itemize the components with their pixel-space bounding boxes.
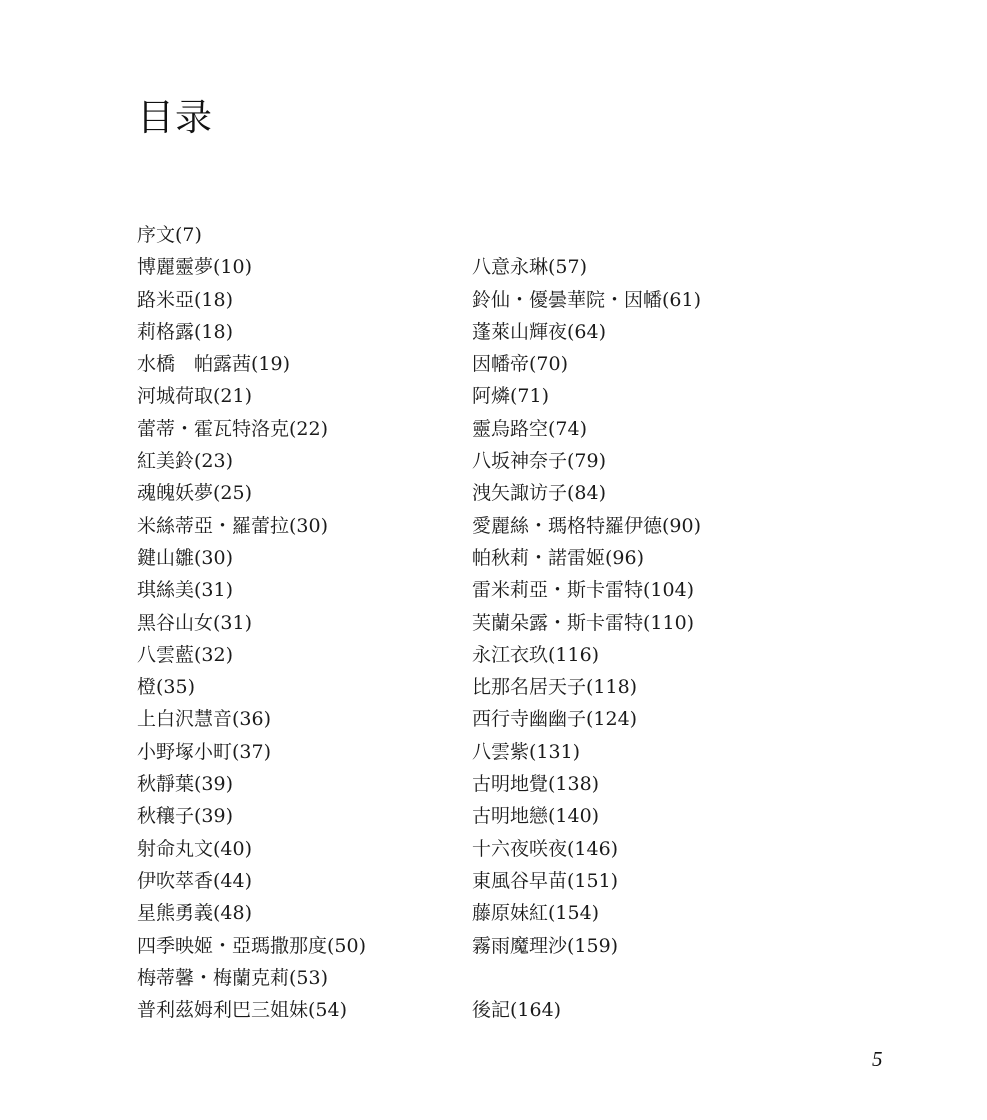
toc-entry: 八坂神奈子(79): [472, 450, 607, 473]
toc-entry: 米絲蒂亞・羅蕾拉(30): [137, 514, 329, 537]
toc-entry: 永江衣玖(116): [472, 643, 600, 666]
toc-entry: 愛麗絲・瑪格特羅伊德(90): [472, 514, 702, 537]
toc-entry: 秋穰子(39): [137, 805, 234, 828]
page-number: 5: [872, 1047, 883, 1071]
toc-entry: 橙(35): [137, 676, 196, 699]
toc-entry: 梅蒂馨・梅蘭克莉(53): [137, 966, 329, 989]
toc-entry: 蓬萊山輝夜(64): [472, 320, 607, 343]
toc-left-column: [137, 219, 366, 1026]
toc-entry: 序文(7): [137, 224, 202, 246]
toc-entry: 秋靜葉(39): [137, 773, 234, 796]
toc-entry: 八雲藍(32): [137, 643, 234, 666]
toc-entry: 八雲紫(131): [472, 740, 581, 763]
toc-entry: 星熊勇義(48): [137, 902, 253, 925]
toc-entry: 十六夜咲夜(146): [472, 837, 619, 860]
toc-entry: 河城荷取(21): [137, 385, 253, 408]
toc-entry: 路米亞(18): [137, 288, 234, 311]
page-title: 目录: [137, 96, 213, 139]
toc-entry: 鈴仙・優曇華院・因幡(61): [472, 288, 702, 311]
toc-entry-last: 後記(164): [472, 999, 562, 1022]
toc-entry: 阿燐(71): [472, 385, 550, 408]
toc-entry: 小野塚小町(37): [137, 740, 272, 763]
toc-entry: 四季映姬・亞瑪撒那度(50): [137, 934, 367, 957]
toc-entry: 蕾蒂・霍瓦特洛克(22): [137, 417, 329, 440]
toc-entry: 水橋 帕露茜(19): [137, 353, 291, 376]
toc-right-column: [472, 219, 701, 1026]
toc-entry: 因幡帝(70): [472, 353, 569, 376]
blank-line: [472, 962, 701, 994]
toc-entry-last: 普利茲姆利巴三姐妹(54): [137, 999, 348, 1022]
toc-entry: 魂魄妖夢(25): [137, 482, 253, 505]
toc-entry: 鍵山雛(30): [137, 546, 234, 569]
toc-entry: 比那名居天子(118): [472, 676, 638, 699]
blank-line: [472, 219, 701, 251]
toc-entry: 洩矢諏访子(84): [472, 482, 607, 505]
toc-entry: 古明地戀(140): [472, 805, 600, 828]
toc-entry: 伊吹萃香(44): [137, 869, 253, 892]
toc-entry: 雷米莉亞・斯卡雷特(104): [472, 579, 695, 602]
toc-entry: 紅美鈴(23): [137, 450, 234, 473]
toc-entry: 靈烏路空(74): [472, 417, 588, 440]
toc-entry: 八意永琳(57): [472, 256, 588, 279]
toc-entry: 西行寺幽幽子(124): [472, 708, 638, 731]
toc-entry: 古明地覺(138): [472, 773, 600, 796]
toc-entry: 上白沢慧音(36): [137, 708, 272, 731]
toc-entry: 東風谷早苗(151): [472, 869, 619, 892]
toc-entry: 射命丸文(40): [137, 837, 253, 860]
toc-entry: 莉格露(18): [137, 320, 234, 343]
toc-entry: 藤原妹紅(154): [472, 902, 600, 925]
toc-entry: 霧雨魔理沙(159): [472, 934, 619, 957]
toc-entry: 琪絲美(31): [137, 579, 234, 602]
toc-entry: 博麗靈夢(10): [137, 256, 253, 279]
toc-entry: 芙蘭朵露・斯卡雷特(110): [472, 611, 695, 634]
toc-entry: 帕秋莉・諾雷姬(96): [472, 546, 645, 569]
toc-entry: 黑谷山女(31): [137, 611, 253, 634]
